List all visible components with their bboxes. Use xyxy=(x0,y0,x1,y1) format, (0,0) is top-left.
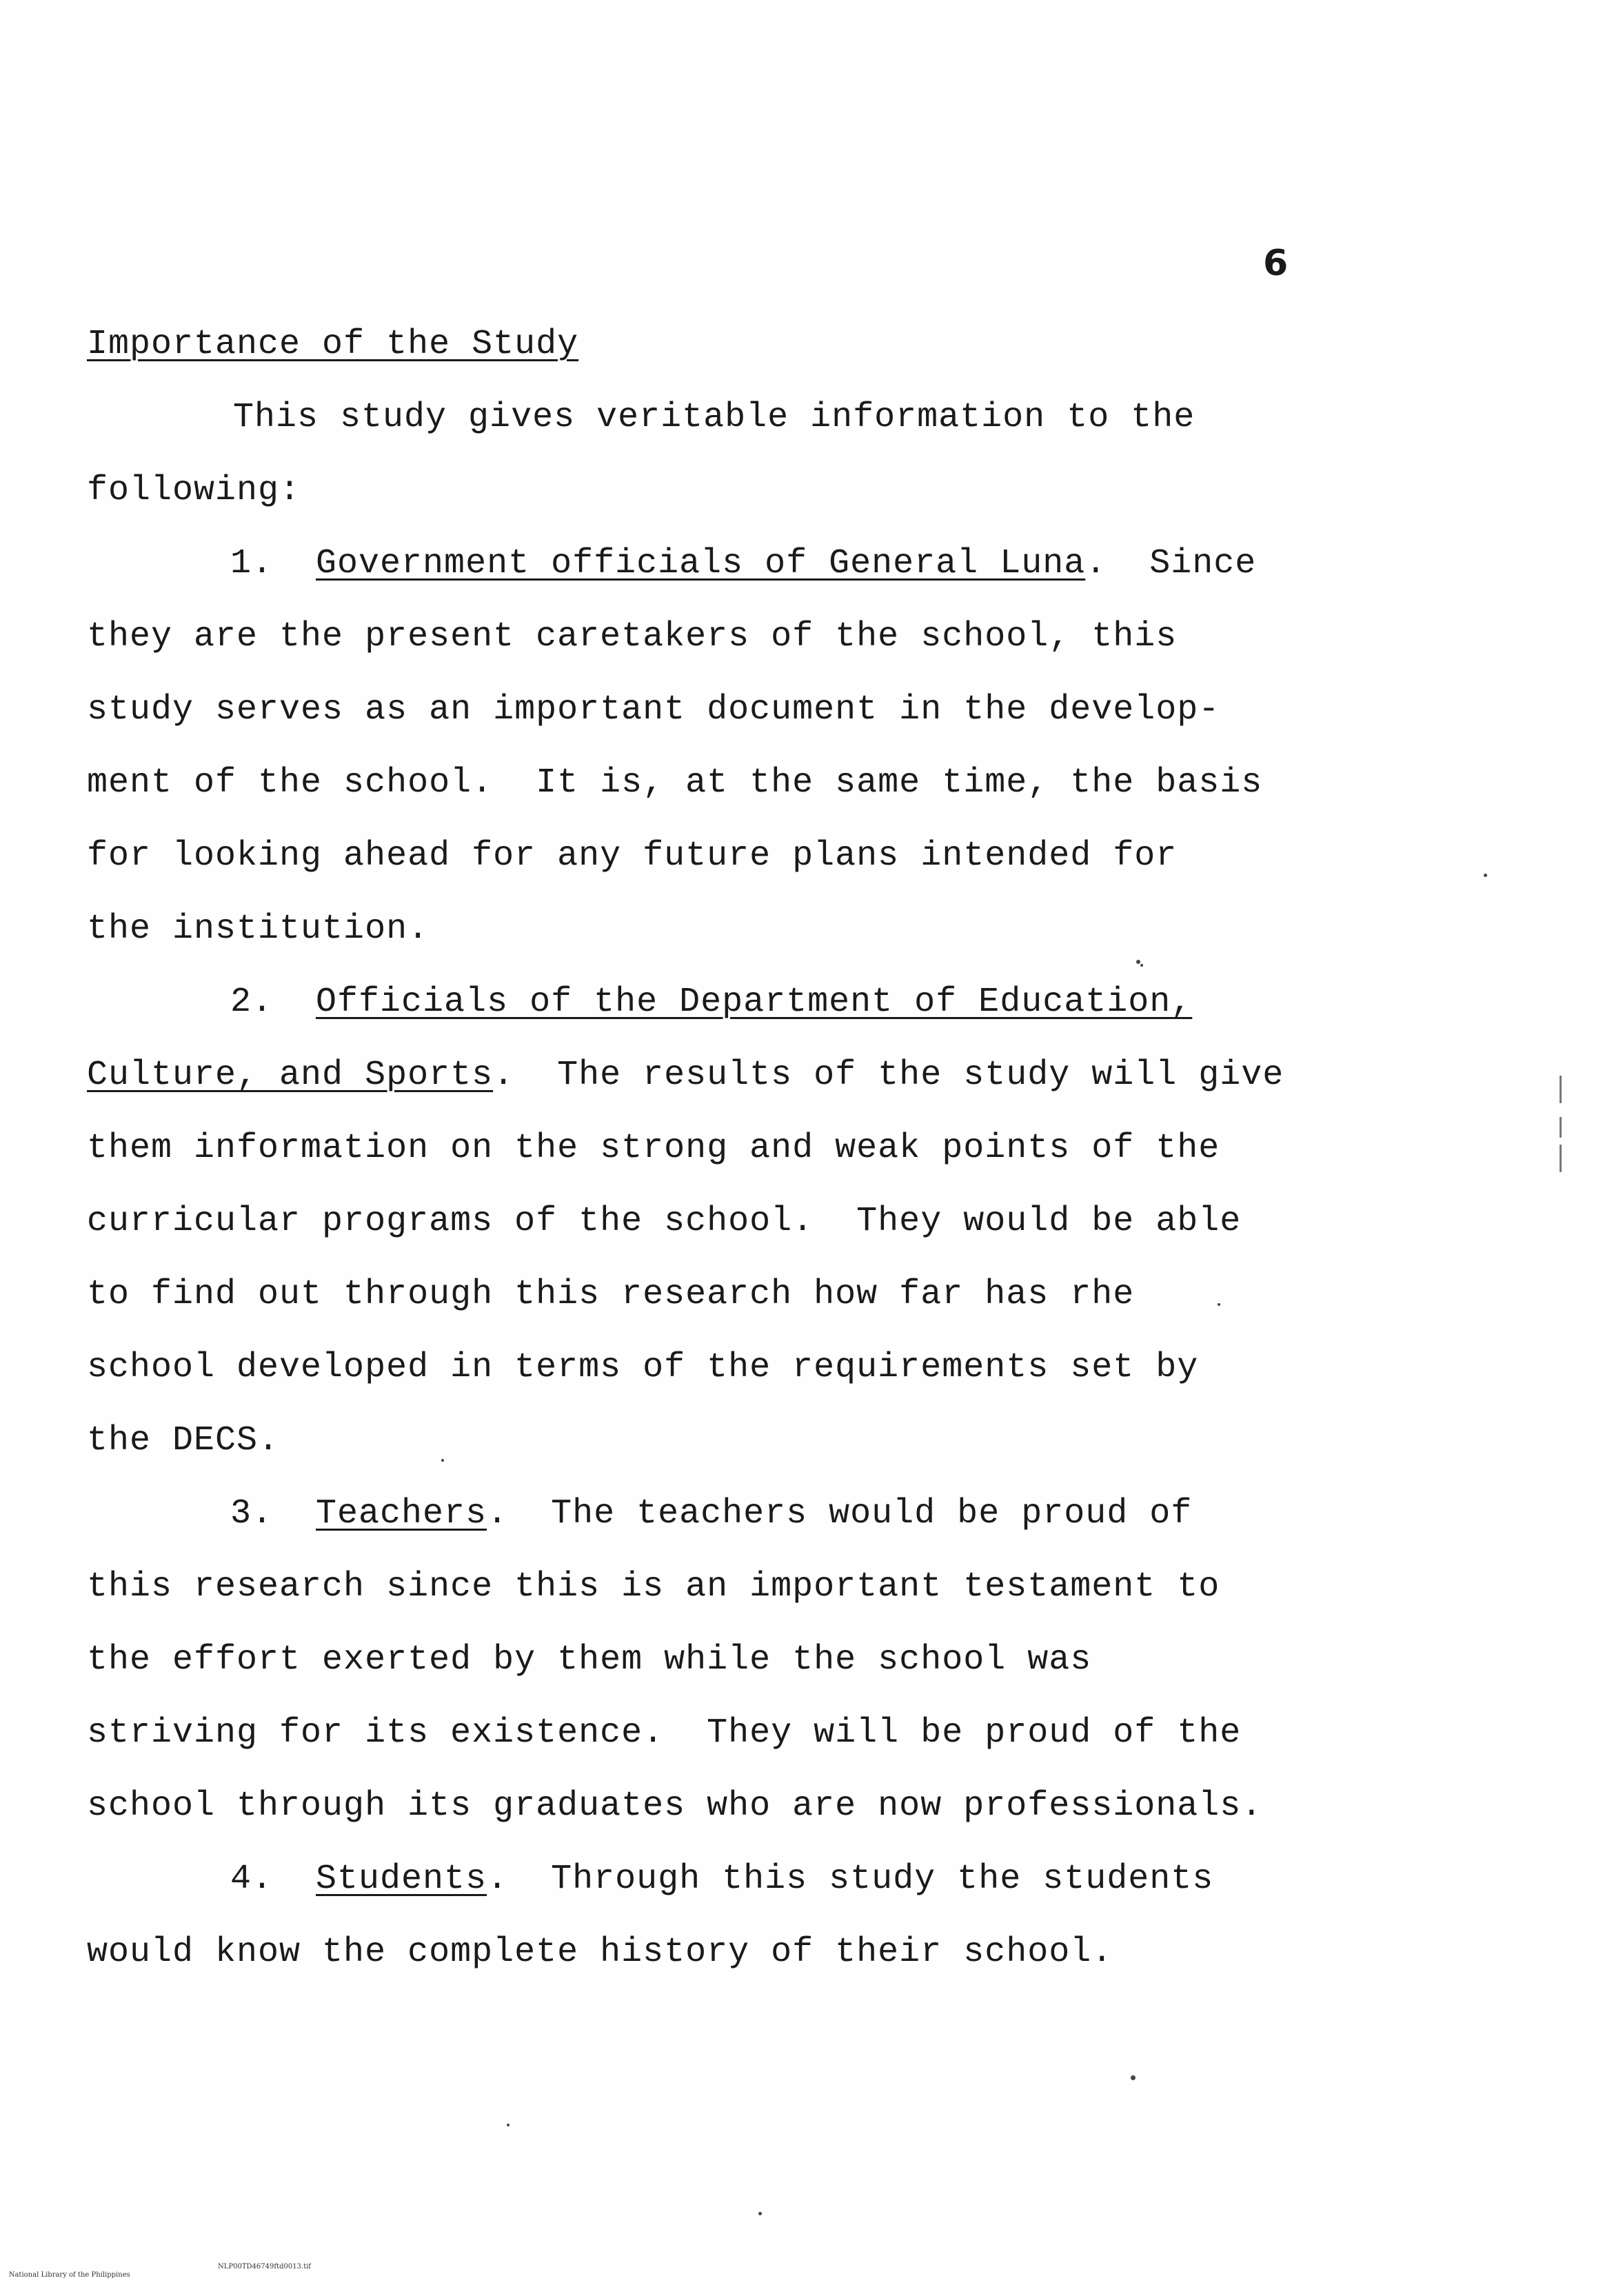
item-2-title-line-1: Officials of the Department of Education, xyxy=(316,983,1193,1022)
item-1-line-1: they are the present caretakers of the school, this xyxy=(87,617,1178,656)
item-2-line-4: school developed in terms of the requirements set by xyxy=(87,1348,1199,1387)
item-2-number: 2. xyxy=(230,983,274,1022)
scan-footer xyxy=(0,2263,312,2296)
item-4-line-1: would know the complete history of their school. xyxy=(87,1933,1113,1972)
item-2-heading-line xyxy=(230,982,1192,1023)
item-1-after-title: . Since xyxy=(1085,544,1257,583)
item-2-line-1: them information on the strong and weak points of the xyxy=(87,1129,1220,1168)
item-2-line-2: curricular programs of the school. They would be able xyxy=(87,1202,1242,1241)
item-2-title-line-2-row xyxy=(87,1055,1284,1096)
item-3-line-1: this research since this is an important testament to xyxy=(87,1567,1220,1607)
item-1-line-3: ment of the school. It is, at the same time, the basis xyxy=(87,763,1263,803)
item-4-number: 4. xyxy=(230,1860,274,1899)
item-3-number: 3. xyxy=(230,1494,274,1533)
item-1-line-5: the institution. xyxy=(87,909,430,949)
item-1-line-2: study serves as an important document in the develop- xyxy=(87,690,1220,729)
item-4-title: Students xyxy=(316,1860,487,1899)
item-3-title: Teachers xyxy=(316,1494,487,1533)
item-1-line-4: for looking ahead for any future plans intended for xyxy=(87,836,1178,876)
edge-mark xyxy=(1560,1145,1562,1172)
item-1-number: 1. xyxy=(230,544,274,583)
footer-library: National Library of the Philippines xyxy=(8,2271,130,2279)
item-1-heading-line xyxy=(230,543,1256,585)
item-3-after-title: . The teachers would be proud of xyxy=(487,1494,1193,1533)
item-2-after-title: . The results of the study will give xyxy=(493,1056,1284,1095)
footer-file-id: NLP00TD46749ftd0013.tif xyxy=(218,2263,312,2270)
intro-line-2: following: xyxy=(87,471,301,510)
item-4-after-title: . Through this study the students xyxy=(487,1860,1214,1899)
item-3-heading-line xyxy=(230,1493,1192,1535)
page-number: 6 xyxy=(1263,243,1289,284)
item-4-heading-line xyxy=(230,1859,1213,1900)
item-3-line-3: striving for its existence. They will be proud of the xyxy=(87,1713,1242,1753)
intro-line-1: This study gives veritable information to the xyxy=(233,398,1196,437)
item-1-title: Government officials of General Luna xyxy=(316,544,1086,583)
item-2-line-3: to find out through this research how far has rhe xyxy=(87,1275,1135,1314)
item-3-line-4: school through its graduates who are now professionals. xyxy=(87,1786,1263,1826)
item-2-title-line-2: Culture, and Sports xyxy=(87,1056,494,1095)
edge-mark xyxy=(1560,1076,1562,1103)
item-3-line-2: the effort exerted by them while the school was xyxy=(87,1640,1092,1680)
edge-mark xyxy=(1560,1117,1562,1138)
section-heading: Importance of the Study xyxy=(87,325,579,364)
item-2-line-5: the DECS. xyxy=(87,1421,280,1460)
